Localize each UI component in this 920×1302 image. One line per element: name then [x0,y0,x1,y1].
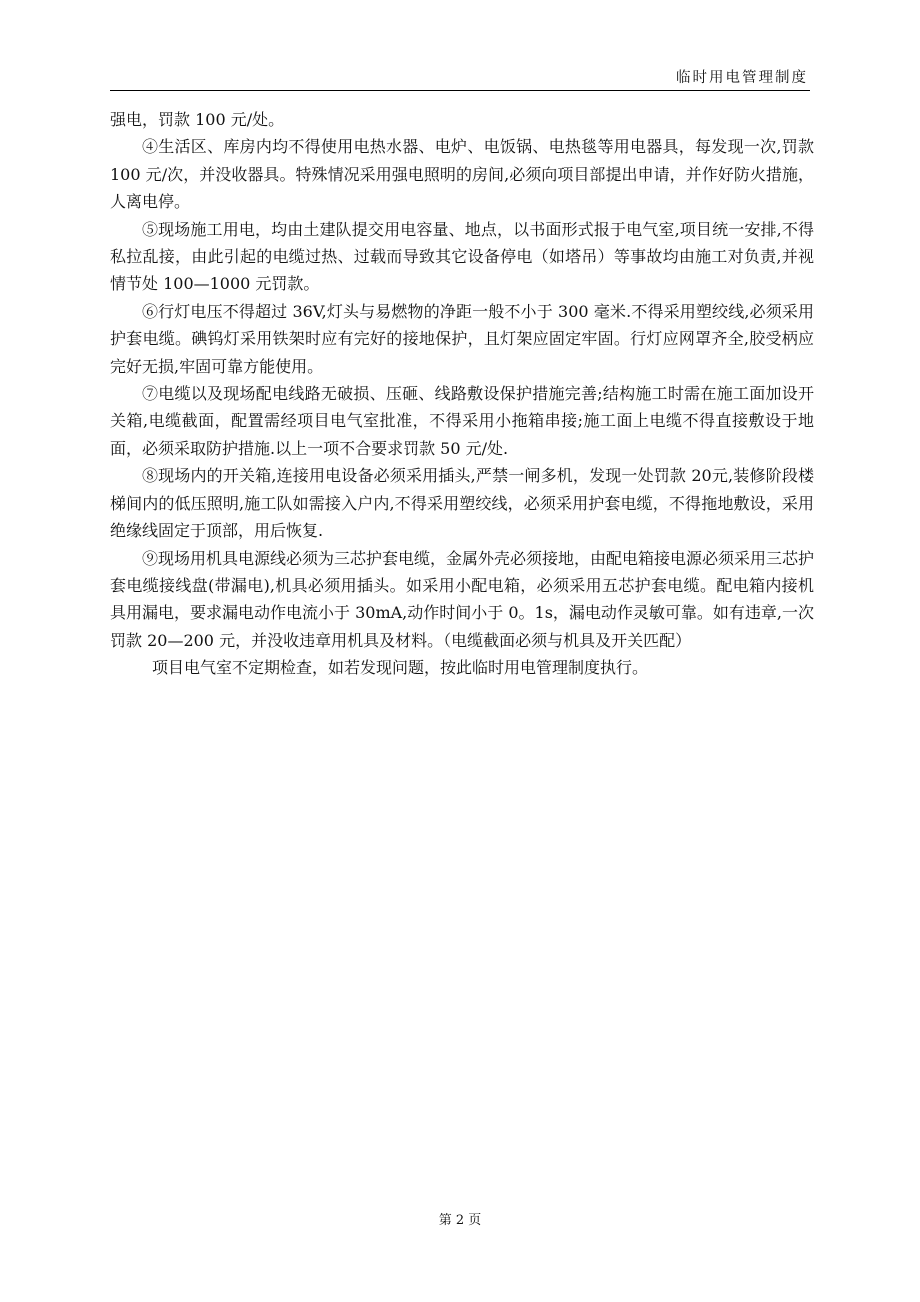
paragraph-item-8: ⑧现场内的开关箱,连接用电设备必须采用插头,严禁一闸多机，发现一处罚款 20元,装修阶段楼梯间内的低压照明,施工队如需接入户内,不得采用塑绞线，必须采用护套电缆，不得拖地敷设，采用绝缘线固定于顶部，用后恢复. [110,466,814,541]
paragraph-continuation: 强电，罚款 100 元/处。 [110,110,285,129]
paragraph-item-6: ⑥行灯电压不得超过 36V,灯头与易燃物的净距一般不小于 300 毫米.不得采用塑绞线,必须采用护套电缆。碘钨灯采用铁架时应有完好的接地保护，且灯架应固定牢固。行灯应网罩齐全,胶受柄应完好无损,牢固可靠方能使用。 [110,301,814,376]
page-number: 第 2 页 [438,1213,482,1228]
header-title: 临时用电管理制度 [676,70,808,86]
paragraph-item-5: ⑤现场施工用电，均由土建队提交用电容量、地点，以书面形式报于电气室,项目统一安排,不得私拉乱接，由此引起的电缆过热、过载而导致其它设备停电（如塔吊）等事故均由施工对负责,并视情节处 100—1000 元罚款。 [110,219,814,294]
paragraph-item-4: ④生活区、库房内均不得使用电热水器、电炉、电饭锅、电热毯等用电器具，每发现一次,罚款 100 元/次，并没收器具。特殊情况采用强电照明的房间,必须向项目部提出申请，并作好防火措施，人离电停。 [110,137,814,212]
document-body [110,106,814,682]
paragraph-closing: 项目电气室不定期检查，如若发现问题，按此临时用电管理制度执行。 [152,658,649,678]
page-footer [0,1209,920,1228]
paragraph-item-7: ⑦电缆以及现场配电线路无破损、压砸、线路敷设保护措施完善;结构施工时需在施工面加设开关箱,电缆截面，配置需经项目电气室批准，不得采用小拖箱串接;施工面上电缆不得直接敷设于地面，必须采取防护措施.以上一项不合要求罚款 50 元/处. [110,384,814,458]
page-header [110,66,810,91]
paragraph-item-9: ⑨现场用机具电源线必须为三芯护套电缆，金属外壳必须接地，由配电箱接电源必须采用三芯护套电缆接线盘(带漏电),机具必须用插头。如采用小配电箱，必须采用五芯护套电缆。配电箱内接机具用漏电，要求漏电动作电流小于 30mA,动作时间小于 0。1s，漏电动作灵敏可靠。如有违章,一次罚款 20—200 元，并没收违章用机具及材料。（电缆截面必须与机具及开关匹配） [110,548,815,650]
